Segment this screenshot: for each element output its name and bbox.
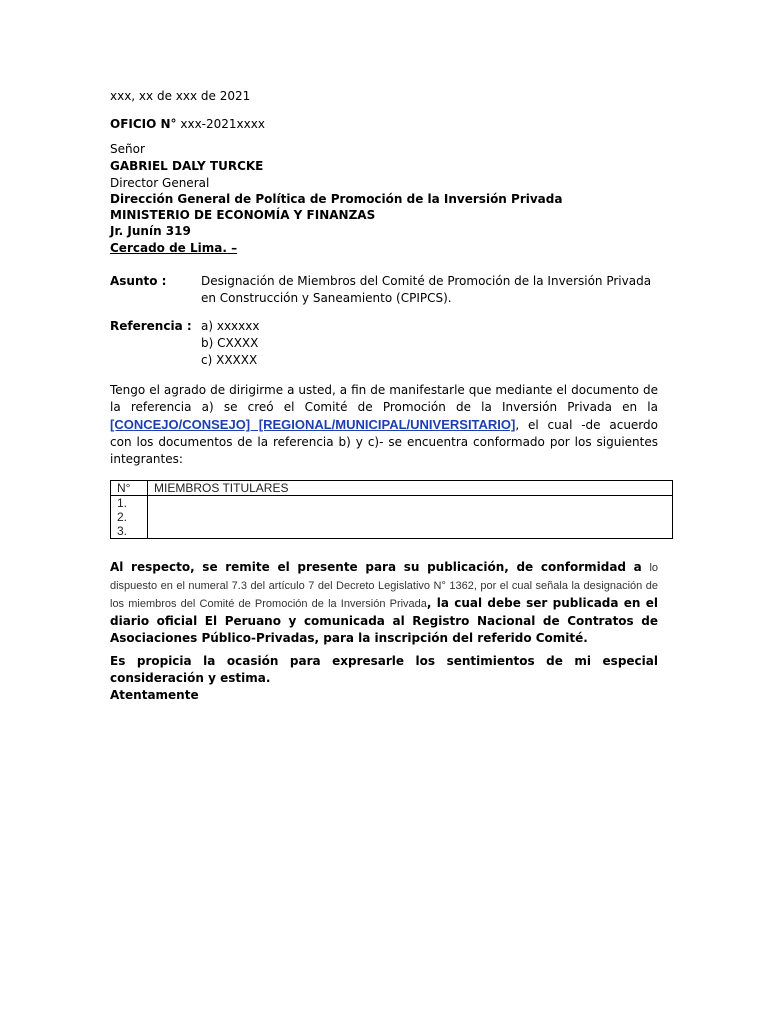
paragraph-closing: Es propicia la ocasión para expresarle los sentimientos de mi especial consideración y estima. bbox=[110, 654, 658, 685]
recipient-name: GABRIEL DALY TURCKE bbox=[110, 159, 264, 173]
paragraph-respect-start: Al respecto, se remite el presente para su publicación, de conformidad a bbox=[110, 560, 650, 574]
paragraph-intro-start: Tengo el agrado de dirigirme a usted, a fin de manifestarle que mediante el documento de la referencia a) se creó el Comité de Promoción de la Inversión Privada en la bbox=[110, 383, 658, 414]
recipient-ministry: MINISTERIO DE ECONOMÍA Y FINANZAS bbox=[110, 208, 376, 222]
table-header-row bbox=[111, 481, 673, 496]
row-number: 2. bbox=[117, 510, 128, 524]
paragraph-respect bbox=[110, 559, 658, 647]
table-header-number: N° bbox=[111, 481, 148, 496]
referencia-item: b) CXXXX bbox=[201, 336, 259, 350]
paragraph-respect-end: , la cual debe ser publicada en el diario oficial El Peruano y comunicada al Registro Nacional de Contratos de Asociaciones Público-Privadas, para la inscripción del referido Comité. bbox=[110, 596, 658, 645]
members-table bbox=[110, 480, 673, 539]
referencia-list bbox=[201, 318, 661, 369]
oficio-line bbox=[110, 116, 265, 132]
council-link[interactable]: [CONCEJO/CONSEJO] [REGIONAL/MUNICIPAL/UNIVERSITARIO] bbox=[110, 417, 516, 432]
row-number: 1. bbox=[117, 496, 128, 510]
oficio-number: xxx-2021xxxx bbox=[176, 117, 265, 131]
paragraph-intro-end: , el cual -de acuerdo con los documentos de la referencia b) y c)- se encuentra conformado por los siguientes integrantes: bbox=[110, 418, 658, 466]
referencia-item: c) XXXXX bbox=[201, 353, 258, 367]
recipient-address: Jr. Junín 319 bbox=[110, 224, 191, 238]
recipient-direction: Dirección General de Política de Promoción de la Inversión Privada bbox=[110, 192, 563, 206]
recipient-city: Cercado de Lima. – bbox=[110, 241, 238, 255]
row-number: 3. bbox=[117, 524, 128, 538]
table-row-members bbox=[148, 496, 673, 539]
paragraph-intro bbox=[110, 382, 658, 468]
salutation: Señor bbox=[110, 142, 145, 156]
paragraph-respect-legal: lo dispuesto en el numeral 7.3 del artículo 7 del Decreto Legislativo N° 1362, por el cual señala la designación de los miembros del Comité de Promoción de la Inversión Privada bbox=[110, 562, 658, 610]
table-header-members: MIEMBROS TITULARES bbox=[148, 481, 673, 496]
closing-atentamente: Atentamente bbox=[110, 688, 199, 702]
recipient-title: Director General bbox=[110, 176, 210, 190]
referencia-label: Referencia : bbox=[110, 319, 192, 333]
date-line: xxx, xx de xxx de 2021 bbox=[110, 89, 251, 103]
table-row-numbers bbox=[111, 496, 148, 539]
table-row bbox=[111, 496, 673, 539]
asunto-text: Designación de Miembros del Comité de Promoción de la Inversión Privada en Construcción y Saneamiento (CPIPCS). bbox=[201, 274, 652, 305]
oficio-label: OFICIO N° bbox=[110, 117, 177, 131]
referencia-item: a) xxxxxx bbox=[201, 319, 260, 333]
asunto-label: Asunto : bbox=[110, 274, 167, 288]
